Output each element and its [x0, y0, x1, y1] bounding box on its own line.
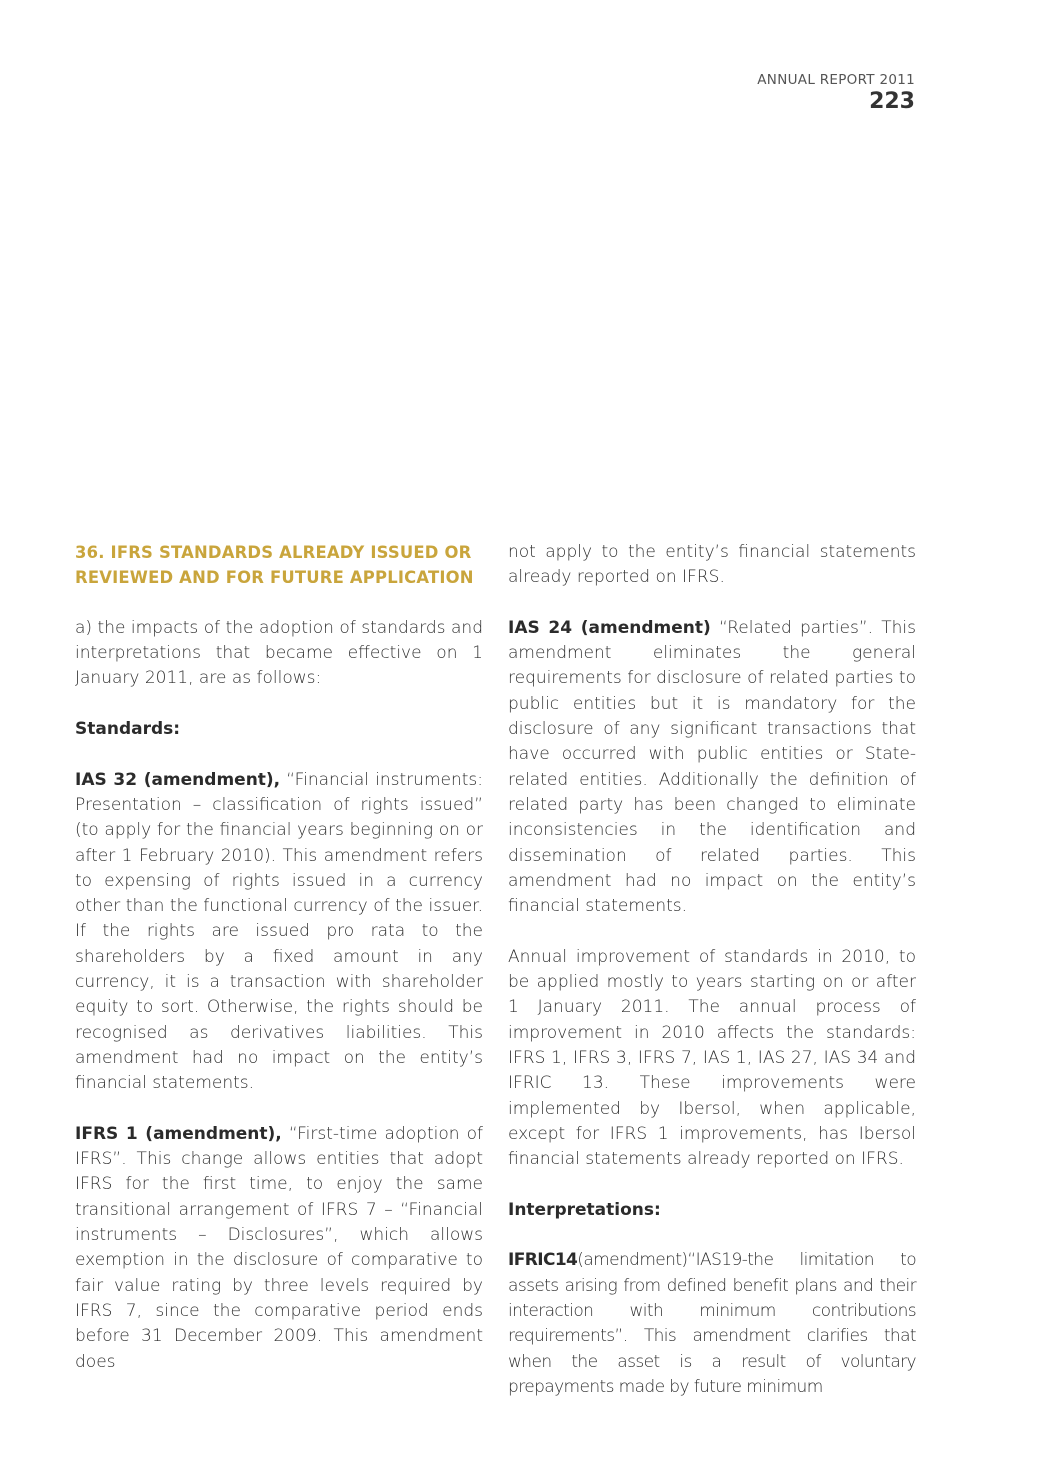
continuation-paragraph: not apply to the entity’s financial statements already reported on IFRS.: [508, 542, 916, 588]
ifric14-term: IFRIC14: [508, 1250, 578, 1271]
intro-paragraph: a) the impacts of the adoption of standards and interpretations that became effective on 1 January 2011, are as follows:: [75, 617, 483, 689]
right-column: [508, 540, 916, 1425]
interpretations-heading: Interpretations:: [508, 1199, 661, 1220]
ias32-term: IAS 32 (amendment),: [75, 769, 281, 790]
page-header: [757, 70, 915, 116]
ifric14-text: (amendment)“IAS19-the limitation to assets arising from defined benefit plans and their interaction with minimum contributions requirements”. This amendment clarifies that when the asset is a result of voluntary prepayments made by future minimum: [508, 1250, 916, 1397]
ifrs1-term: IFRS 1 (amendment),: [75, 1123, 282, 1144]
ias32-text: “Financial instruments: Presentation – classification of rights issued” (to apply for the financial years beginning on or after 1 February 2010). This amendment refers to expensing of rights issued in a currency other than the functional currency of the issuer. If the rights are issued pro rata to the shareholders by a fixed amount in any currency, it is a transaction with shareholder equity to sort. Otherwise, the rights should be recognised as derivatives liabilities. This amendment had no impact on the entity’s financial statements.: [75, 769, 483, 1094]
ifrs1-paragraph: [75, 1122, 483, 1375]
ias24-paragraph: [508, 616, 916, 920]
ifric14-paragraph: [508, 1248, 916, 1400]
section-title: 36. IFRS STANDARDS ALREADY ISSUED OR REVIEWED AND FOR FUTURE APPLICATION: [75, 543, 474, 588]
standards-heading: Standards:: [75, 719, 181, 740]
annual-improvement-paragraph: Annual improvement of standards in 2010, to be applied mostly to years starting on or after 1 January 2011. The annual process of improvement in 2010 affects the standards: IFRS 1, IFRS 3, IFRS 7, IAS 1, IAS 27, IAS 34 and IFRIC 13. These improvements were implemented by Ibersol, when applicable, except for IFRS 1 improvements, has Ibersol financial statements already reported on IFRS.: [508, 946, 916, 1170]
ias24-text: “Related parties”. This amendment eliminates the general requirements for disclosure of related parties to public entities but it is mandatory for the disclosure of any significant transactions that have occurred with public entities or State-related entities. Additionally the definition of related party has been changed to eliminate inconsistencies in the identification and dissemination of related parties. This amendment had no impact on the entity’s financial statements.: [508, 617, 916, 917]
page-number: 223: [869, 89, 915, 114]
left-column: [75, 540, 483, 1400]
report-label: ANNUAL REPORT 2011: [757, 72, 915, 88]
ifrs1-text: “First-time adoption of IFRS”. This change allows entities that adopt IFRS for the first time, to enjoy the same transitional arrangement of IFRS 7 – “Financial instruments – Disclosures”, which allows exemption in the disclosure of comparative to fair value rating by three levels required by IFRS 7, since the comparative period ends before 31 December 2009. This amendment does: [75, 1123, 483, 1372]
ias24-term: IAS 24 (amendment): [508, 617, 711, 638]
ias32-paragraph: [75, 768, 483, 1097]
